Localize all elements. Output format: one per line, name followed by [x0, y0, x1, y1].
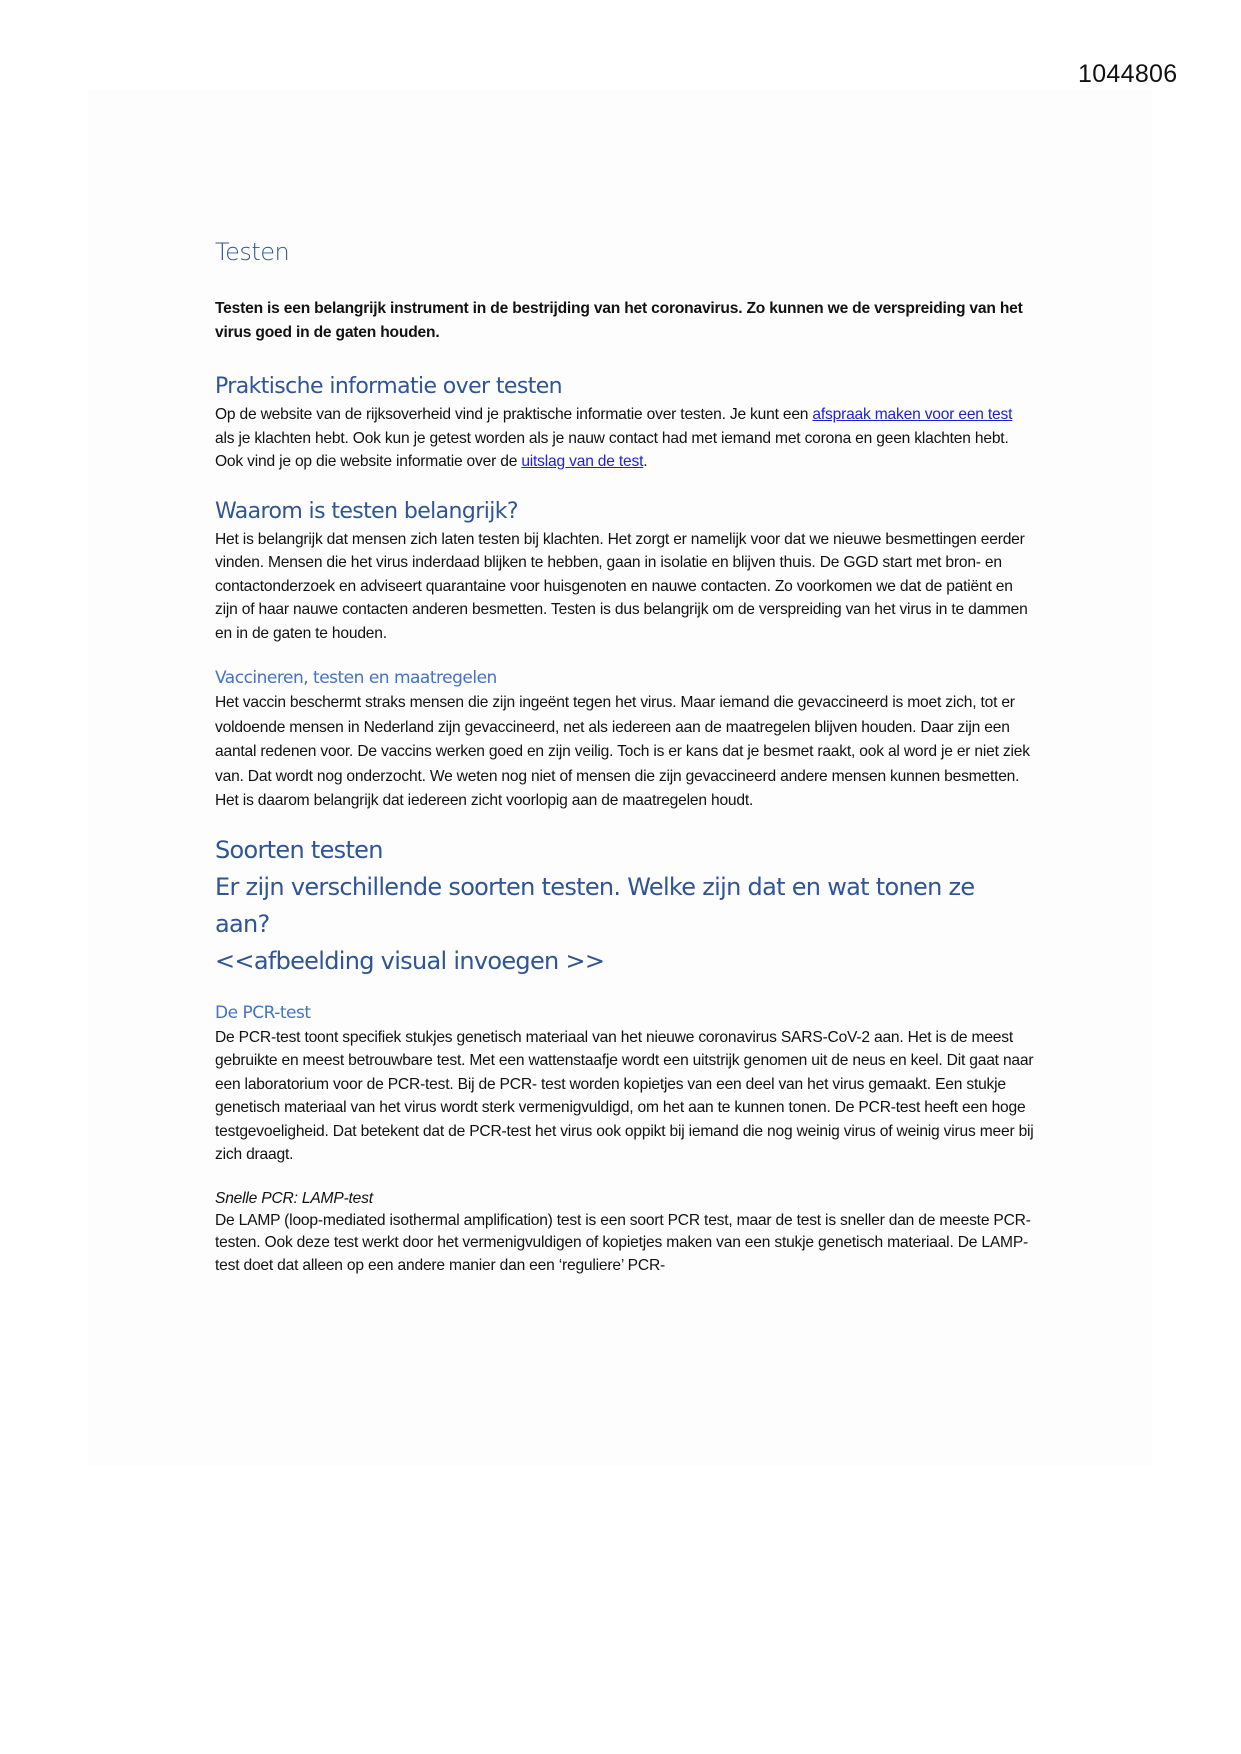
text-span: als je klachten hebt. Ook kun je getest worden als je nauw contact had met iemand met corona en geen klachten hebt. Ook vind je op die website informatie over de — [215, 429, 1009, 470]
praktische-informatie-paragraph — [215, 403, 1035, 474]
heading-vaccineren: Vaccineren, testen en maatregelen — [215, 668, 497, 688]
pcr-test-paragraph: De PCR-test toont specifiek stukjes genetisch materiaal van het nieuwe coronavirus SARS-CoV-2 aan. Het is de meest gebruikte en meest betrouwbare test. Met een wattenstaafje wordt een uitstrijk genomen uit de neus en keel. Dit gaat naar een laboratorium voor de PCR-test. Bij de PCR- test worden kopietjes van een deel van het virus gemaakt. Een stukje genetisch materiaal van het virus wordt sterk vermenigvuldigd, om het aan te kunnen tonen. De PCR-test heeft een hoge testgevoeligheid. Dat betekent dat de PCR-test het virus ook oppikt bij iemand die nog weinig virus of weinig virus meer bij zich draagt. — [215, 1028, 1034, 1163]
soorten-testen-question: Er zijn verschillende soorten testen. Welke zijn dat en wat tonen ze aan? — [215, 872, 975, 938]
heading-pcr-test: De PCR-test — [215, 1002, 311, 1023]
text-span: . — [643, 453, 648, 470]
link-afspraak-maken[interactable]: afspraak maken voor een test — [812, 406, 1013, 423]
page-title: Testen — [215, 238, 290, 266]
document-content — [215, 232, 1035, 1277]
lead-paragraph: Testen is een belangrijk instrument in de bestrijding van het coronavirus. Zo kunnen we de verspreiding van het virus goed in de gaten houden. — [215, 300, 1023, 341]
vaccineren-paragraph: Het vaccin beschermt straks mensen die zijn ingeënt tegen het virus. Maar iemand die gevaccineerd is moet zich, tot er voldoende mensen in Nederland zijn gevaccineerd, net als iedereen aan de maatregelen blijven houden. Daar zijn een aantal redenen voor. De vaccins werken goed en zijn veilig. Toch is er kans dat je besmet raakt, ook al word je er niet ziek van. Dat wordt nog onderzocht. We weten nog niet of mensen die zijn gevaccineerd andere mensen kunnen besmetten. Het is daarom belangrijk dat iedereen zicht voorlopig aan de maatregelen houdt. — [215, 694, 1030, 809]
document-id: 1044806 — [1078, 60, 1178, 88]
heading-lamp-test: Snelle PCR: LAMP-test — [215, 1189, 373, 1207]
heading-soorten-testen: Soorten testen — [215, 835, 383, 864]
link-uitslag-van-de-test[interactable]: uitslag van de test — [521, 453, 644, 470]
heading-waarom-testen: Waarom is testen belangrijk? — [215, 498, 518, 524]
heading-praktische-informatie: Praktische informatie over testen — [215, 374, 562, 399]
text-span: Op de website van de rijksoverheid vind je praktische informatie over testen. Je kunt een — [215, 406, 813, 423]
image-placeholder-text: <<afbeelding visual invoegen >> — [215, 946, 605, 975]
lamp-test-paragraph: De LAMP (loop-mediated isothermal amplification) test is een soort PCR test, maar de test is sneller dan de meeste PCR-testen. Ook deze test werkt door het vermenigvuldigen of kopietjes maken van een stukje genetisch materiaal. De LAMP-test doet dat alleen op een andere manier dan een ‘reguliere’ PCR- — [215, 1211, 1031, 1274]
waarom-testen-paragraph: Het is belangrijk dat mensen zich laten testen bij klachten. Het zorgt er namelijk voor dat we nieuwe besmettingen eerder vinden. Mensen die het virus inderdaad blijken te hebben, gaan in isolatie en blijven thuis. De GGD start met bron- en contactonderzoek en adviseert quarantaine voor huisgenoten en nauwe contacten. Zo voorkomen we dat de patiënt en zijn of haar nauwe contacten anderen besmetten. Testen is dus belangrijk om de verspreiding van het virus in te dammen en in de gaten te houden. — [215, 530, 1028, 642]
